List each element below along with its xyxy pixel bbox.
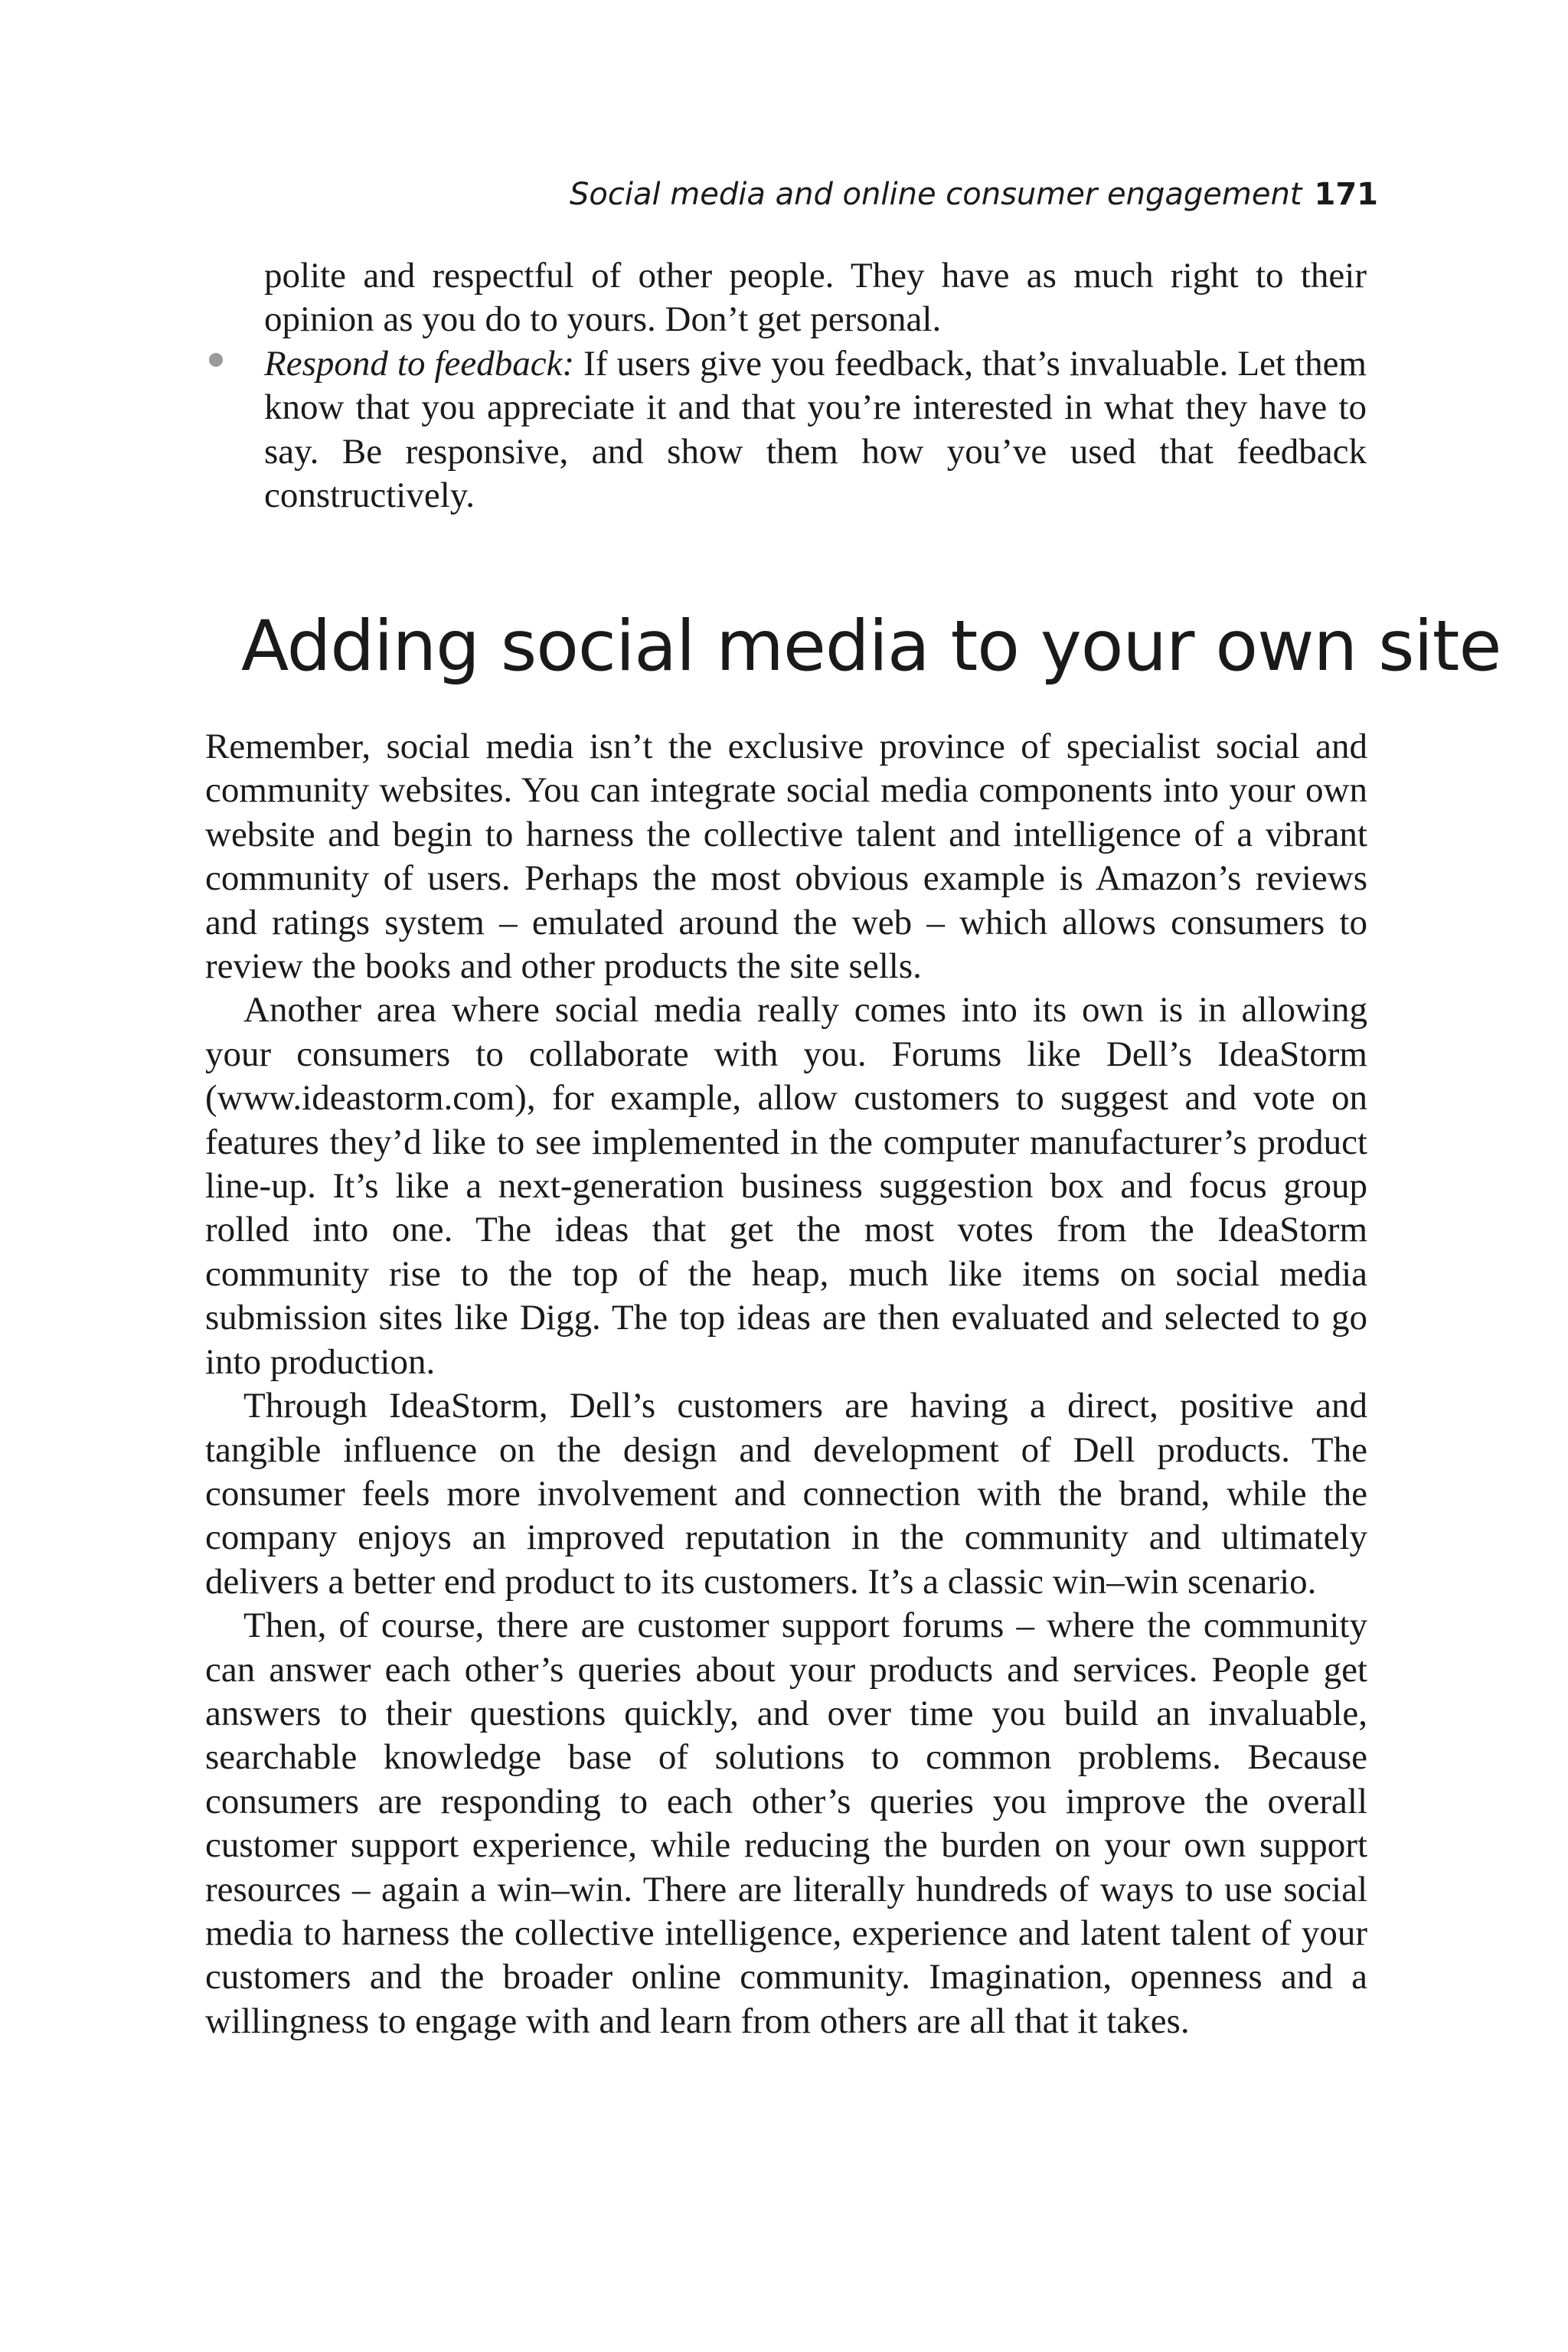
paragraph: Then, of course, there are customer support forums – where the community can answer each other’s queries about your products and services. People get answers to their questions quickly, and over time you build an invaluable, searchable knowledge base of solutions to common problems. Because consumers are responding to each other’s queries you improve the overall customer support experience, while reducing the burden on your own support resources – again a win–win. There are literally hundreds of ways to use social media to harness the collective intelligence, experience and latent talent of your customers and the broader online community. Imagination, openness and a willingness to engage with and learn from others are all that it takes. [205, 1606, 1367, 2041]
paragraph: Another area where social media really comes into its own is in allowing your consumers to collaborate with you. Forums like Dell’s IdeaStorm (www.ideastorm.com), for example, allow customers to suggest and vote on features they’d like to see implemented in the computer manufacturer’s product line-up. It’s like a next-generation business suggestion box and focus group rolled into one. The ideas that get the most votes from the IdeaStorm community rise to the top of the heap, much like items on social media submission sites like Digg. The top ideas are then evaluated and selected to go into production. [205, 990, 1367, 1382]
bullet-text: If users give you feedback, that’s invaluable. Let them know that you appreciate it and that you’re interested in what they have to say. Be responsive, and show them how you’ve used that feedback constructively. [264, 344, 1367, 516]
continued-paragraph: polite and respectful of other people. They have as much right to their opinion as you do to yours. Don’t get personal. [264, 256, 1367, 340]
running-head-title: Social media and online consumer engagement [569, 177, 1302, 212]
section-body [205, 725, 1367, 2043]
bullet-item [264, 342, 1367, 518]
paragraph: Remember, social media isn’t the exclusive province of specialist social and community websites. You can integrate social media components into your own website and begin to harness the collective talent and intelligence of a vibrant community of users. Perhaps the most obvious example is Amazon’s reviews and ratings system – emulated around the web – which allows consumers to review the books and other products the site sells. [205, 727, 1367, 987]
paragraph: Through IdeaStorm, Dell’s customers are having a direct, positive and tangible influence on the design and development of Dell products. The consumer feels more involvement and connection with the brand, while the company enjoys an improved reputation in the community and ultimately delivers a better end product to its customers. It’s a classic win–win scenario. [205, 1386, 1367, 1602]
bullet-lead: Respond to feedback: [264, 344, 575, 384]
running-head [570, 173, 1378, 216]
page-number: 171 [1314, 177, 1378, 212]
section-heading: Adding social media to your own site [241, 606, 1501, 687]
bullet-icon [209, 353, 223, 367]
